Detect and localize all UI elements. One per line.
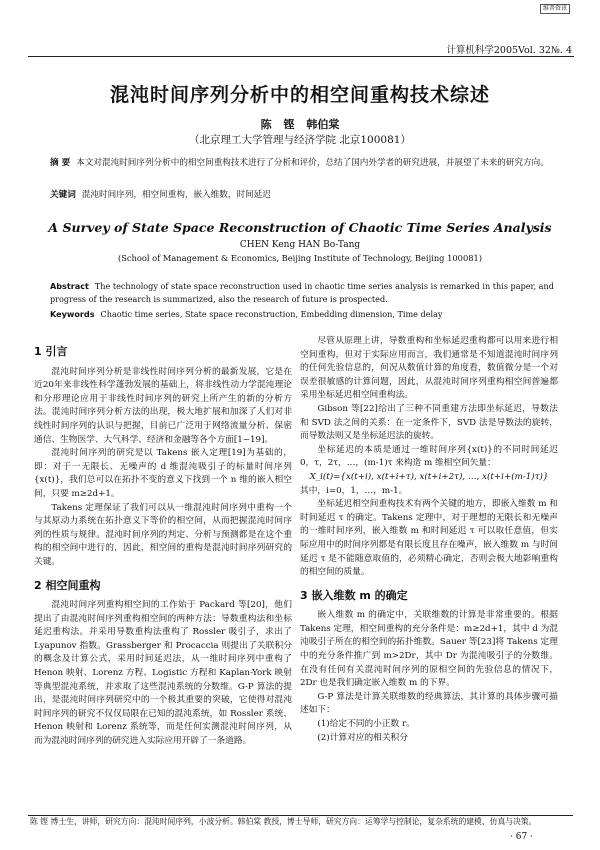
english-keywords <box>50 309 555 319</box>
keywords-cn-label: 关键词 <box>50 190 76 200</box>
paragraph: G-P 算法是计算关联维数的经典算法，其计算的具体步骤可描述如下： <box>300 691 558 716</box>
paragraph: Takens 定理保证了我们可以从一维混沌时间序列中重构一个与其原动力系统在拓扑意义下等价的相空间，从而把握混沌时间序列的性质与规律。混沌时间序列的判定、分析与预测都是在这个重构的相空间中进行的，因此，相空间的重构是混沌时间序列研究的关键。 <box>34 502 292 567</box>
source-stamp: 维普资讯 <box>540 4 570 14</box>
step-item: (1)给定不同的小正数 r。 <box>317 719 415 730</box>
footnote: 陈 铿 博士生，讲师，研究方向：混沌时间序列，小波分析。韩伯棠 教授，博士导师，研究方向：运筹学与控制论，复杂系统的建模、仿真与决策。 <box>30 817 537 826</box>
keywords-cn-text: 混沌时间序列，相空间重构，嵌入维数，时间延迟 <box>81 190 271 200</box>
paragraph: 尽管从原理上讲，导数重构和坐标延迟重构都可以用来进行相空间重构，但对于实际应用而言，我们通常是不知道混沌时间序列的任何先验信息的，何况从数值计算的角度看，数值微分是一个对误差很敏感的计算问题，因此，从混沌时间序列重构相空间普遍都采用坐标延迟相空间重构法。 <box>300 336 558 401</box>
abstract-cn <box>50 157 555 170</box>
equation: X_i(t)={x(t+i), x(t+i+τ), x(t+i+2τ), …, x(t+i+(m-1)τ)} <box>309 471 549 482</box>
english-abstract-text: The technology of state space reconstruction used in chaotic time series analysis is remarked in this paper, and progress of the research is summarized, also the research of future is prospected. <box>50 281 554 304</box>
affiliation: （北京理工大学管理与经济学院 北京100081） <box>189 134 411 146</box>
english-authors: CHEN Keng HAN Bo-Tang <box>239 240 361 250</box>
english-abstract <box>50 280 555 306</box>
step-item: (2)计算对应的相关积分 <box>317 732 408 743</box>
page-number: · 67 · <box>510 832 533 842</box>
english-affiliation: (School of Management & Economics, Beijing Institute of Technology, Beijing 100081) <box>117 253 483 263</box>
journal-header: 计算机科学2005Vol. 32№. 4 <box>446 45 572 56</box>
left-column <box>34 345 292 749</box>
paragraph: Gibson 等[22]给出了三种不同重建方法即坐标延迟，导数法和 SVD 法之间的关系：在一定条件下，SVD 法是导数法的旋转，而导数法则又是坐标延迟法的旋转。 <box>300 403 558 442</box>
header-rule <box>28 56 574 57</box>
right-column <box>300 335 558 745</box>
english-title: A Survey of State Space Reconstruction of Chaotic Time Series Analysis <box>48 220 552 235</box>
abstract-cn-text: 本文对混沌时间序列分析中的相空间重构技术进行了分析和评价，总结了国内外学者的研究进展，并展望了未来的研究方向。 <box>76 158 549 168</box>
english-keywords-text: Chaotic time series, State space reconstruction, Embedding dimension, Time delay <box>100 309 443 319</box>
equation-note: 其中，i=0，1，…，m-1。 <box>300 485 408 496</box>
keywords-cn <box>50 189 555 202</box>
abstract-cn-label: 摘 要 <box>50 158 71 168</box>
paragraph: 混沌时间序列分析是非线性时间序列分析的最新发展，它是在近20年来非线性科学蓬勃发展的基础上，将非线性动力学混沌理论和分形理论应用于非线性时间序列的研究上所产生的新的分析方法。混沌时间序列分析方法的出现，极大地扩展和加深了人们对非线性时间序列的认识与把握，目前已广泛用于网络流量分析、保密通信、生物医学、大气科学、经济和金融等各个方面[1~19]。 <box>34 366 292 445</box>
paragraph: 嵌入维数 m 的确定中，关联维数的计算是非常重要的。根据 Takens 定理，相空间重构的充分条件是：m≥2d+1，其中 d 为混沌吸引子所在的相空间的拓扑维数。Sauer 等[23]将 Takens 定理中的充分条件推广到 m>2Dr，其中 Dr 为混沌吸引子的分数维。在没有任何有关混沌时间序列的原相空间的先验信息的情况下，2Dr 也是我们确定嵌入维数 m 的下界。 <box>300 610 558 689</box>
authors: 陈 铿 韩伯棠 <box>260 118 340 131</box>
paragraph: 坐标延迟的本质是通过一维时间序列{x(t)}的不同时间延迟 0，τ，2τ，…，(m-1)τ 来构造 m 维相空间矢量： <box>300 444 558 469</box>
section-heading-intro: 1 引言 <box>34 345 68 358</box>
section-heading-embedding: 3 嵌入维数 m 的确定 <box>300 588 408 602</box>
english-abstract-label: Abstract <box>50 281 89 291</box>
section-heading-reconstruction: 2 相空间重构 <box>34 578 101 592</box>
paragraph: 坐标延迟相空间重构技术有两个关键的地方，即嵌入维数 m 和时间延迟 τ 的确定。Takens 定理中，对于理想的无限长和无噪声的一维时间序列，嵌入维数 m 和时间延迟 τ 可以取任意值，但实际应用中的时间序列都是有限长度且存在噪声，嵌入维数 m 与时间延迟 τ 是不能随意取值的，必须精心确定，否则会极大地影响重构的相空间的质量。 <box>300 499 558 578</box>
english-keywords-label: Keywords <box>50 309 95 319</box>
paper-title: 混沌时间序列分析中的相空间重构技术综述 <box>109 84 490 106</box>
paragraph: 混沌时间序列的研究是以 Takens 嵌入定理[19]为基础的，即：对于一无限长、无噪声的 d 维混沌吸引子的标量时间序列{x(t)}，我们总可以在拓扑不变的意义下找到一个 n 维的嵌入相空间，只要 m≥2d+1。 <box>34 448 292 499</box>
paragraph: 混沌时间序列重构相空间的工作始于 Packard 等[20]，他们提出了由混沌时间序列重构相空间的两种方法：导数重构法和坐标延迟重构法。并采用导数重构法重构了 Rossler 吸引子，求出了 Lyapunov 指数。Grassberger 和 Procaccia 则提出了关联积分的概念及计算公式，采用时间延迟法，从一维时间序列中重构了 Henon 映射、Lorenz 方程、Logistic 方程和 Kaplan-York 映射等典型混沌系统，并求取了这些混沌系统的分数维。G-P 算法的提出，是混沌时间序列研究中的一个极其重要的突破，它使得对混沌时间序列的研究不仅仅局限在已知的混沌系统，如 Rossler 系统、Henon 映射和 Lorenz 系统等，而是任何实测混沌时间序列，从而为混沌时间序列的研究进入实际应用开辟了一条道路。 <box>34 600 292 747</box>
